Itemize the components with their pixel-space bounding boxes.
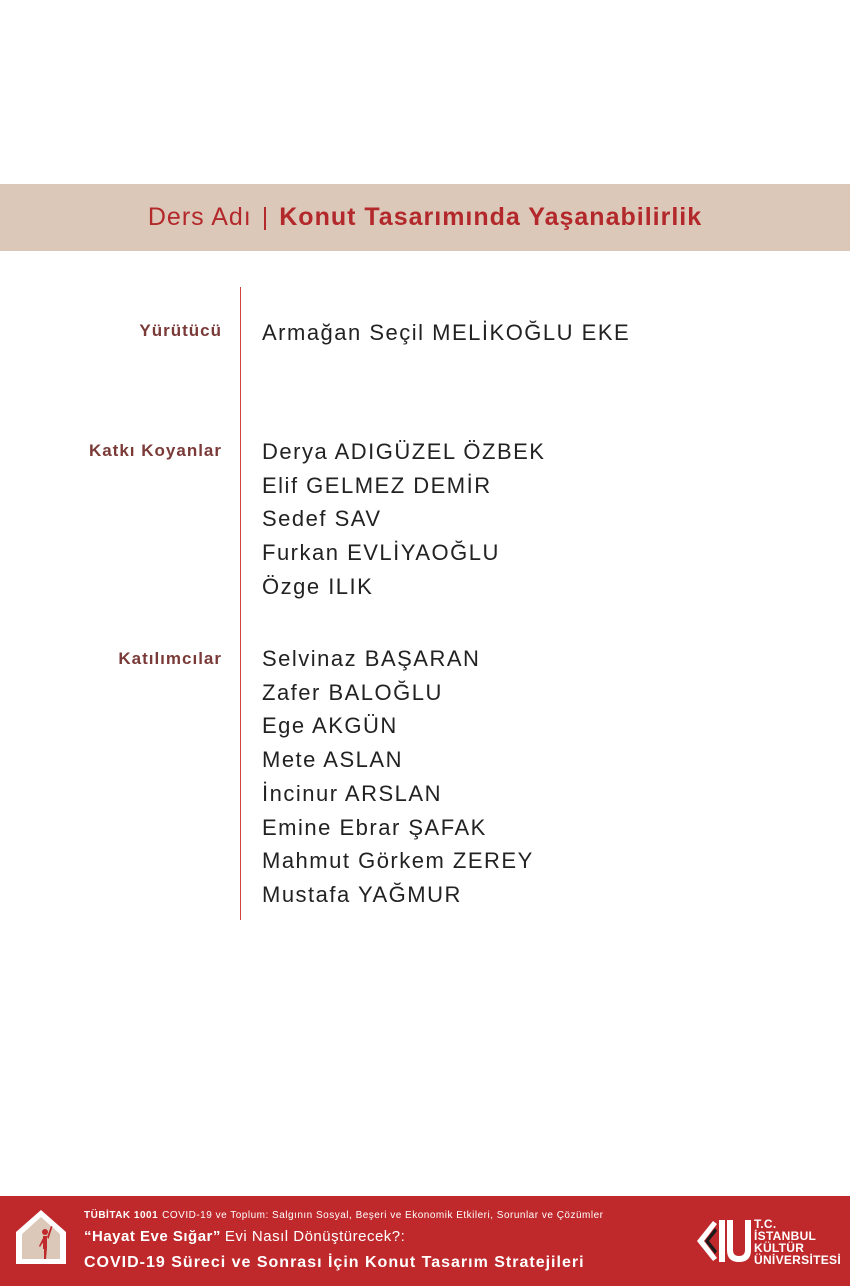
university-line: İSTANBUL (754, 1229, 817, 1243)
label-katilimcilar: Katılımcılar (118, 649, 222, 668)
house-figure-logo-icon (14, 1208, 68, 1266)
iku-university-logo-icon (695, 1216, 755, 1266)
university-name (754, 1218, 841, 1266)
program-title: COVID-19 ve Toplum: Salgının Sosyal, Beşeri ve Ekonomik Etkileri, Sorunlar ve Çözümler (162, 1210, 604, 1221)
university-line: KÜLTÜR (754, 1241, 805, 1255)
list-katilimcilar (262, 642, 534, 912)
list-katki-koyanlar (262, 435, 545, 604)
list-item: Emine Ebrar ŞAFAK (262, 814, 487, 840)
program-line (84, 1210, 603, 1221)
label-katki-koyanlar: Katkı Koyanlar (88, 441, 222, 460)
list-item: Zafer BALOĞLU (262, 679, 443, 705)
project-quote: “Hayat Eve Sığar” (84, 1228, 221, 1245)
list-item: Mete ASLAN (262, 747, 403, 773)
list-item: Selvinaz BAŞARAN (262, 646, 481, 671)
footer (0, 1196, 850, 1286)
list-item: Ege AKGÜN (262, 713, 398, 739)
course-name: Konut Tasarımında Yaşanabilirlik (279, 203, 703, 231)
university-line: ÜNİVERSİTESİ (754, 1253, 841, 1267)
list-item: Armağan Seçil MELİKOĞLU EKE (262, 320, 631, 345)
list-item: İncinur ARSLAN (262, 780, 442, 806)
university-line: T.C. (754, 1217, 777, 1231)
list-item: Mahmut Görkem ZEREY (262, 848, 534, 874)
list-item: Elif GELMEZ DEMİR (262, 472, 492, 498)
label-yurutucu: Yürütücü (139, 321, 222, 340)
project-question: Evi Nasıl Dönüştürecek?: (224, 1228, 406, 1245)
tubitak-code: TÜBİTAK 1001 (84, 1210, 159, 1221)
list-yurutucu (262, 316, 630, 350)
list-item: Furkan EVLİYAOĞLU (262, 540, 500, 566)
course-label: Ders Adı (147, 203, 252, 231)
title-separator: | (261, 203, 270, 231)
project-title-line (84, 1228, 405, 1245)
course-title-band (0, 184, 850, 251)
list-item: Derya ADIGÜZEL ÖZBEK (262, 439, 546, 464)
list-item: Mustafa YAĞMUR (262, 881, 462, 907)
vertical-divider (240, 287, 241, 920)
list-item: Sedef SAV (262, 506, 382, 532)
list-item: Özge ILIK (262, 573, 374, 599)
project-subtitle: COVID-19 Süreci ve Sonrası İçin Konut Tasarım Stratejileri (84, 1254, 585, 1271)
